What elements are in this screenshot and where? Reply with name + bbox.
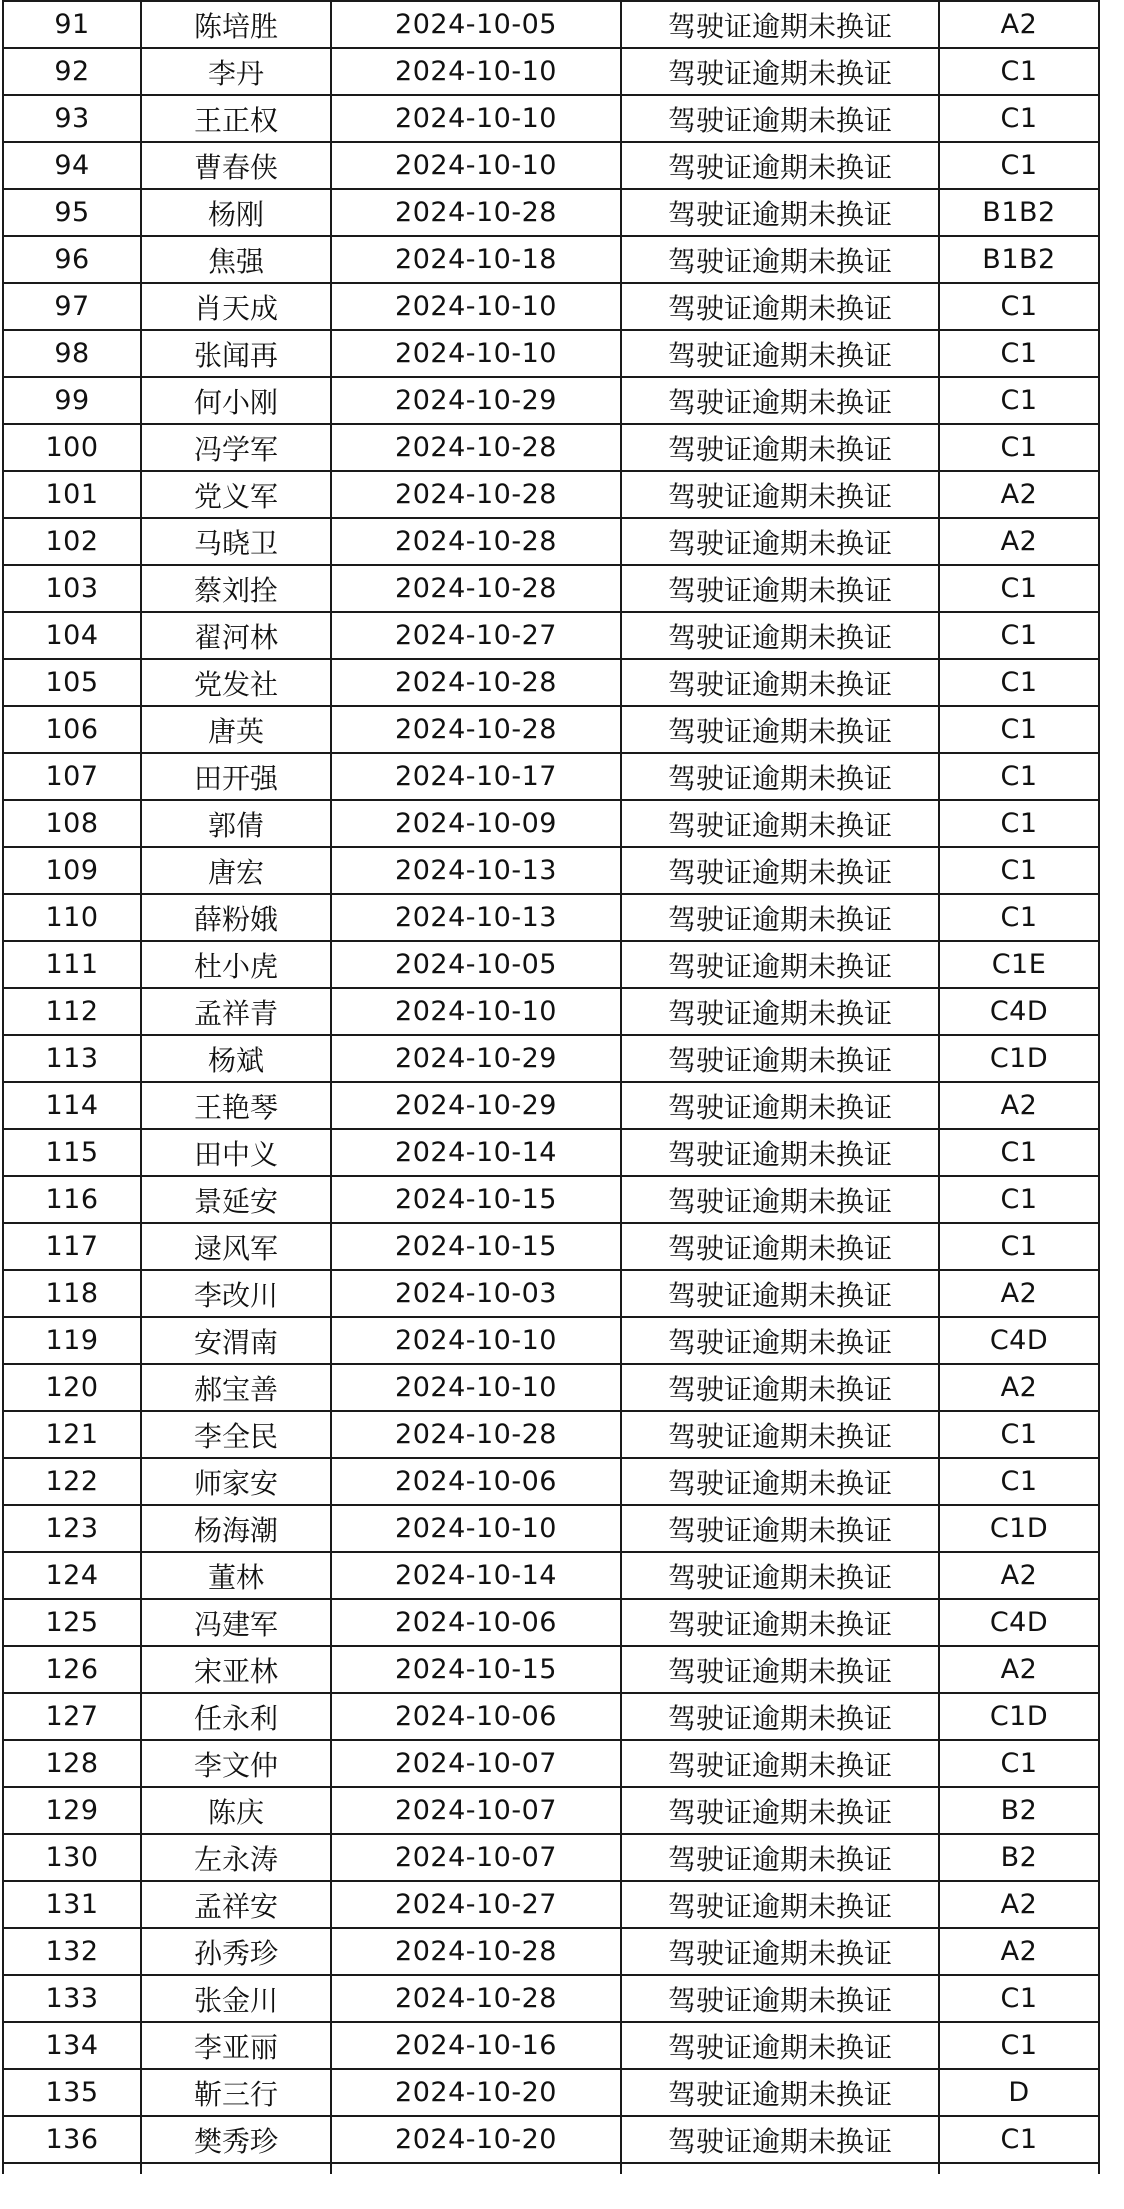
name-cell: 孙秀珍 [141,1928,331,1975]
name-cell: 党义军 [141,471,331,518]
row-number-cell: 94 [3,142,141,189]
table-row [3,1693,1099,1740]
name-cell: 郝宝善 [141,1364,331,1411]
reason-cell: 驾驶证逾期未换证 [621,941,939,988]
license-class-cell: A2 [939,471,1099,518]
table-row [3,988,1099,1035]
license-class-cell: A2 [939,1928,1099,1975]
date-cell: 2024-10-28 [331,1975,621,2022]
row-number-cell: 118 [3,1270,141,1317]
license-class-cell: B1B2 [939,189,1099,236]
reason-cell: 驾驶证逾期未换证 [621,1834,939,1881]
date-cell: 2024-10-10 [331,142,621,189]
table-row [3,753,1099,800]
license-class-cell: C1 [939,659,1099,706]
license-class-cell: C1 [939,2116,1099,2163]
row-number-cell: 128 [3,1740,141,1787]
license-class-cell: C1 [939,1223,1099,1270]
license-class-cell: C1 [939,706,1099,753]
date-cell: 2024-10-09 [331,800,621,847]
name-cell: 陈培胜 [141,1,331,48]
reason-cell: 驾驶证逾期未换证 [621,1740,939,1787]
row-number-cell: 135 [3,2069,141,2116]
date-cell: 2024-10-15 [331,1223,621,1270]
table-row [3,1646,1099,1693]
row-number-cell: 97 [3,283,141,330]
name-cell: 王艳琴 [141,1082,331,1129]
name-cell: 田中义 [141,1129,331,1176]
reason-cell: 驾驶证逾期未换证 [621,471,939,518]
date-cell: 2024-10-05 [331,1,621,48]
name-cell: 李丹 [141,48,331,95]
date-cell: 2024-10-14 [331,1552,621,1599]
name-cell: 王正权 [141,95,331,142]
reason-cell: 驾驶证逾期未换证 [621,1317,939,1364]
date-cell: 2024-10-14 [331,1129,621,1176]
date-cell: 2024-10-28 [331,1411,621,1458]
table-row [3,1834,1099,1881]
reason-cell: 驾驶证逾期未换证 [621,1975,939,2022]
reason-cell: 驾驶证逾期未换证 [621,1411,939,1458]
table-row [3,894,1099,941]
table-row [3,1,1099,48]
name-cell: 田开强 [141,753,331,800]
license-class-cell: C1 [939,612,1099,659]
date-cell: 2024-10-20 [331,2116,621,2163]
row-number-cell: 116 [3,1176,141,1223]
reason-cell: 驾驶证逾期未换证 [621,189,939,236]
date-cell: 2024-10-17 [331,753,621,800]
license-table [2,0,1100,2174]
reason-cell: 驾驶证逾期未换证 [621,1176,939,1223]
table-row [3,48,1099,95]
date-cell: 2024-10-28 [331,189,621,236]
license-class-cell: A2 [939,1082,1099,1129]
license-class-cell: A2 [939,518,1099,565]
name-cell: 李文仲 [141,1740,331,1787]
table-row [3,2022,1099,2069]
reason-cell: 驾驶证逾期未换证 [621,2022,939,2069]
table-row [3,1552,1099,1599]
license-class-cell: A2 [939,1646,1099,1693]
reason-cell: 驾驶证逾期未换证 [621,1082,939,1129]
name-cell: 杨刚 [141,189,331,236]
date-cell: 2024-10-06 [331,1599,621,1646]
table-row [3,142,1099,189]
row-number-cell: 122 [3,1458,141,1505]
name-cell: 马晓卫 [141,518,331,565]
name-cell: 陈庆 [141,1787,331,1834]
name-cell: 师家安 [141,1458,331,1505]
date-cell: 2024-10-18 [331,236,621,283]
date-cell: 2024-10-28 [331,706,621,753]
row-number-cell: 119 [3,1317,141,1364]
row-number-cell: 102 [3,518,141,565]
row-number-cell: 120 [3,1364,141,1411]
date-cell: 2024-10-06 [331,1458,621,1505]
date-cell: 2024-10-28 [331,424,621,471]
table-row [3,941,1099,988]
table-row [3,283,1099,330]
name-cell: 孟祥安 [141,1881,331,1928]
name-cell: 孟祥青 [141,988,331,1035]
license-class-cell: C1 [939,1458,1099,1505]
license-class-cell: B2 [939,1787,1099,1834]
table-row [3,1881,1099,1928]
table-row [3,424,1099,471]
table-row [3,1458,1099,1505]
table-row [3,95,1099,142]
date-cell: 2024-10-15 [331,1646,621,1693]
date-cell: 2024-10-28 [331,1928,621,1975]
name-cell: 曹春侠 [141,142,331,189]
license-class-cell: A2 [939,1552,1099,1599]
name-cell: 李亚丽 [141,2022,331,2069]
license-class-cell: A2 [939,1881,1099,1928]
table-row [3,1035,1099,1082]
license-class-cell: C1 [939,847,1099,894]
name-cell: 杜小虎 [141,941,331,988]
name-cell: 安渭南 [141,1317,331,1364]
row-number-cell: 134 [3,2022,141,2069]
date-cell: 2024-10-28 [331,565,621,612]
row-number-cell: 136 [3,2116,141,2163]
row-number-cell: 125 [3,1599,141,1646]
row-number-cell: 123 [3,1505,141,1552]
row-number-cell: 112 [3,988,141,1035]
row-number-cell: 130 [3,1834,141,1881]
row-number-cell: 99 [3,377,141,424]
reason-cell: 驾驶证逾期未换证 [621,800,939,847]
table-body [3,1,1099,2174]
license-class-cell: C1E [939,941,1099,988]
row-number-cell: 106 [3,706,141,753]
license-class-cell: C1D [939,1505,1099,1552]
license-class-cell: C1 [939,2022,1099,2069]
reason-cell: 驾驶证逾期未换证 [621,236,939,283]
row-number-cell: 103 [3,565,141,612]
row-number-cell: 115 [3,1129,141,1176]
row-number-cell: 93 [3,95,141,142]
reason-cell: 驾驶证逾期未换证 [621,1,939,48]
table-row [3,236,1099,283]
table-row [3,1599,1099,1646]
date-cell: 2024-10-10 [331,95,621,142]
table-row [3,1129,1099,1176]
license-class-cell: C1 [939,95,1099,142]
table-row [3,2116,1099,2163]
reason-cell: 驾驶证逾期未换证 [621,330,939,377]
date-cell: 2024-10-15 [331,1176,621,1223]
row-number-cell: 124 [3,1552,141,1599]
license-class-cell: C1 [939,894,1099,941]
reason-cell: 驾驶证逾期未换证 [621,1223,939,1270]
empty-cell [141,2163,331,2174]
name-cell: 左永涛 [141,1834,331,1881]
date-cell: 2024-10-29 [331,377,621,424]
reason-cell: 驾驶证逾期未换证 [621,48,939,95]
reason-cell: 驾驶证逾期未换证 [621,1552,939,1599]
license-class-cell: C1 [939,1740,1099,1787]
date-cell: 2024-10-06 [331,1693,621,1740]
table-row [3,1411,1099,1458]
date-cell: 2024-10-16 [331,2022,621,2069]
table-row [3,565,1099,612]
table-row [3,1176,1099,1223]
date-cell: 2024-10-10 [331,1505,621,1552]
name-cell: 宋亚林 [141,1646,331,1693]
table-row [3,659,1099,706]
license-class-cell: C1 [939,142,1099,189]
row-number-cell: 110 [3,894,141,941]
reason-cell: 驾驶证逾期未换证 [621,1364,939,1411]
date-cell: 2024-10-28 [331,471,621,518]
name-cell: 杨海潮 [141,1505,331,1552]
date-cell: 2024-10-10 [331,988,621,1035]
name-cell: 蔡刘拴 [141,565,331,612]
name-cell: 董林 [141,1552,331,1599]
date-cell: 2024-10-07 [331,1787,621,1834]
reason-cell: 驾驶证逾期未换证 [621,1270,939,1317]
license-class-cell: C1 [939,424,1099,471]
reason-cell: 驾驶证逾期未换证 [621,1458,939,1505]
name-cell: 靳三行 [141,2069,331,2116]
reason-cell: 驾驶证逾期未换证 [621,894,939,941]
license-class-cell: C1 [939,283,1099,330]
reason-cell: 驾驶证逾期未换证 [621,847,939,894]
reason-cell: 驾驶证逾期未换证 [621,753,939,800]
name-cell: 焦强 [141,236,331,283]
license-class-cell: C1 [939,1129,1099,1176]
reason-cell: 驾驶证逾期未换证 [621,424,939,471]
date-cell: 2024-10-28 [331,659,621,706]
name-cell: 冯学军 [141,424,331,471]
name-cell: 党发社 [141,659,331,706]
date-cell: 2024-10-07 [331,1740,621,1787]
reason-cell: 驾驶证逾期未换证 [621,659,939,706]
name-cell: 唐英 [141,706,331,753]
reason-cell: 驾驶证逾期未换证 [621,1693,939,1740]
row-number-cell: 104 [3,612,141,659]
row-number-cell: 92 [3,48,141,95]
reason-cell: 驾驶证逾期未换证 [621,2116,939,2163]
row-number-cell: 95 [3,189,141,236]
row-number-cell: 91 [3,1,141,48]
row-number-cell: 133 [3,1975,141,2022]
table-row [3,2069,1099,2116]
table-row [3,1223,1099,1270]
license-class-cell: C4D [939,988,1099,1035]
date-cell: 2024-10-10 [331,330,621,377]
table-row [3,471,1099,518]
name-cell: 翟河林 [141,612,331,659]
table-row [3,330,1099,377]
license-class-cell: C1D [939,1035,1099,1082]
reason-cell: 驾驶证逾期未换证 [621,1599,939,1646]
reason-cell: 驾驶证逾期未换证 [621,1881,939,1928]
reason-cell: 驾驶证逾期未换证 [621,1928,939,1975]
table-row [3,518,1099,565]
table-row [3,377,1099,424]
name-cell: 杨斌 [141,1035,331,1082]
row-number-cell: 127 [3,1693,141,1740]
license-class-cell: C1D [939,1693,1099,1740]
license-class-cell: C1 [939,1411,1099,1458]
row-number-cell: 126 [3,1646,141,1693]
license-class-cell: C1 [939,753,1099,800]
empty-cell [621,2163,939,2174]
row-number-cell: 96 [3,236,141,283]
table-row [3,1270,1099,1317]
table-row [3,189,1099,236]
name-cell: 冯建军 [141,1599,331,1646]
date-cell: 2024-10-27 [331,612,621,659]
empty-cell [3,2163,141,2174]
table-row-partial [3,2163,1099,2174]
table-row [3,1740,1099,1787]
license-class-cell: C1 [939,1975,1099,2022]
table-row [3,1928,1099,1975]
row-number-cell: 132 [3,1928,141,1975]
row-number-cell: 100 [3,424,141,471]
license-class-cell: C4D [939,1599,1099,1646]
row-number-cell: 114 [3,1082,141,1129]
license-class-cell: B2 [939,1834,1099,1881]
name-cell: 唐宏 [141,847,331,894]
license-class-cell: C1 [939,330,1099,377]
reason-cell: 驾驶证逾期未换证 [621,1129,939,1176]
empty-cell [939,2163,1099,2174]
name-cell: 张金川 [141,1975,331,2022]
date-cell: 2024-10-05 [331,941,621,988]
name-cell: 李改川 [141,1270,331,1317]
reason-cell: 驾驶证逾期未换证 [621,988,939,1035]
name-cell: 李全民 [141,1411,331,1458]
license-class-cell: B1B2 [939,236,1099,283]
name-cell: 郭倩 [141,800,331,847]
row-number-cell: 109 [3,847,141,894]
license-class-cell: D [939,2069,1099,2116]
table-row [3,1975,1099,2022]
empty-cell [331,2163,621,2174]
date-cell: 2024-10-03 [331,1270,621,1317]
reason-cell: 驾驶证逾期未换证 [621,612,939,659]
name-cell: 肖天成 [141,283,331,330]
license-class-cell: C1 [939,1176,1099,1223]
date-cell: 2024-10-13 [331,847,621,894]
date-cell: 2024-10-27 [331,1881,621,1928]
row-number-cell: 105 [3,659,141,706]
reason-cell: 驾驶证逾期未换证 [621,283,939,330]
row-number-cell: 111 [3,941,141,988]
license-class-cell: C4D [939,1317,1099,1364]
name-cell: 何小刚 [141,377,331,424]
license-class-cell: C1 [939,377,1099,424]
reason-cell: 驾驶证逾期未换证 [621,2069,939,2116]
row-number-cell: 101 [3,471,141,518]
table-row [3,1505,1099,1552]
date-cell: 2024-10-20 [331,2069,621,2116]
reason-cell: 驾驶证逾期未换证 [621,706,939,753]
date-cell: 2024-10-10 [331,1364,621,1411]
reason-cell: 驾驶证逾期未换证 [621,565,939,612]
reason-cell: 驾驶证逾期未换证 [621,1646,939,1693]
row-number-cell: 98 [3,330,141,377]
table-row [3,847,1099,894]
reason-cell: 驾驶证逾期未换证 [621,1035,939,1082]
reason-cell: 驾驶证逾期未换证 [621,518,939,565]
name-cell: 薛粉娥 [141,894,331,941]
license-class-cell: C1 [939,800,1099,847]
reason-cell: 驾驶证逾期未换证 [621,1505,939,1552]
row-number-cell: 131 [3,1881,141,1928]
date-cell: 2024-10-10 [331,283,621,330]
name-cell: 逯风军 [141,1223,331,1270]
license-class-cell: A2 [939,1,1099,48]
license-class-cell: A2 [939,1270,1099,1317]
date-cell: 2024-10-13 [331,894,621,941]
license-class-cell: A2 [939,1364,1099,1411]
table-row [3,1082,1099,1129]
date-cell: 2024-10-07 [331,1834,621,1881]
reason-cell: 驾驶证逾期未换证 [621,95,939,142]
date-cell: 2024-10-28 [331,518,621,565]
license-class-cell: C1 [939,48,1099,95]
reason-cell: 驾驶证逾期未换证 [621,142,939,189]
table-row [3,800,1099,847]
row-number-cell: 107 [3,753,141,800]
row-number-cell: 117 [3,1223,141,1270]
row-number-cell: 108 [3,800,141,847]
date-cell: 2024-10-10 [331,48,621,95]
date-cell: 2024-10-10 [331,1317,621,1364]
name-cell: 景延安 [141,1176,331,1223]
table-row [3,612,1099,659]
table-row [3,706,1099,753]
date-cell: 2024-10-29 [331,1035,621,1082]
date-cell: 2024-10-29 [331,1082,621,1129]
reason-cell: 驾驶证逾期未换证 [621,1787,939,1834]
name-cell: 任永利 [141,1693,331,1740]
row-number-cell: 121 [3,1411,141,1458]
name-cell: 张闻再 [141,330,331,377]
reason-cell: 驾驶证逾期未换证 [621,377,939,424]
license-class-cell: C1 [939,565,1099,612]
row-number-cell: 129 [3,1787,141,1834]
table-row [3,1364,1099,1411]
table-row [3,1787,1099,1834]
row-number-cell: 113 [3,1035,141,1082]
name-cell: 樊秀珍 [141,2116,331,2163]
table-row [3,1317,1099,1364]
